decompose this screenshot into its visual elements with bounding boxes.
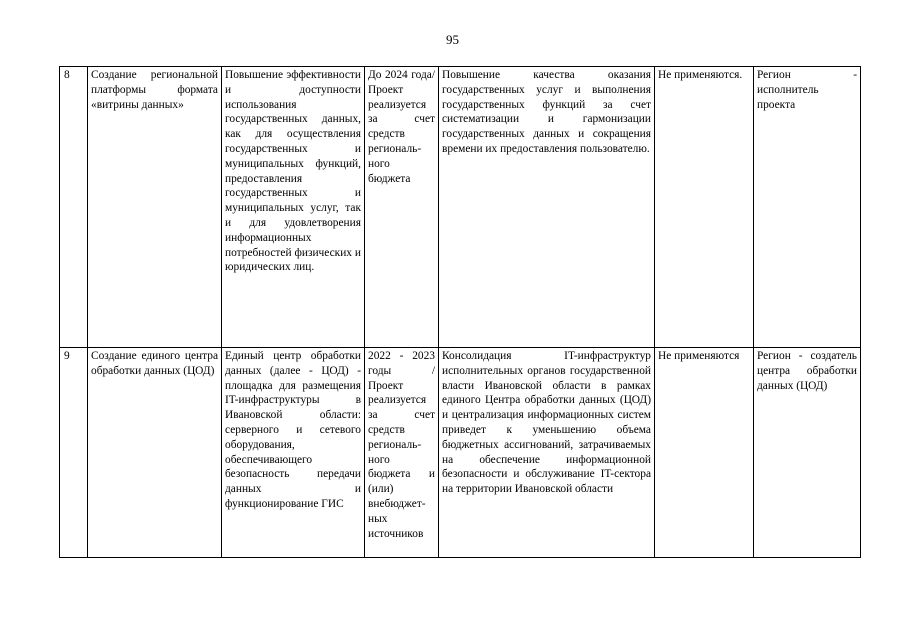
measure-name: Создание единого центра обработки данных (ЦОД) [88, 348, 222, 558]
measure-restrictions: Не применяются. [655, 67, 754, 348]
measure-description: Единый центр обработки данных (далее - ЦОД) - площадка для размещения IT-инфраструктуры в Ивановской области: серверного и сетевого оборудования, обеспечивающего безопасность передачи данных и функционирование ГИС [222, 348, 365, 558]
measure-period: 2022 - 2023 годы / Проект реализуется за счет средств региональ-ного бюджета и (или) внебюджет-ных источников [365, 348, 439, 558]
measure-period: До 2024 года/ Проект реализуется за счет средств региональ-ного бюджета [365, 67, 439, 348]
row-number: 9 [60, 348, 88, 558]
measures-table [59, 66, 861, 558]
measure-role: Регион - создатель центра обработки данных (ЦОД) [754, 348, 861, 558]
measure-effect: Повышение качества оказания государственных услуг и выполнения государственных функций за счет систематизации и гармонизации государственных данных и сокращения времени их предоставления пользователю. [439, 67, 655, 348]
row-number: 8 [60, 67, 88, 348]
measure-description: Повышение эффективности и доступности использования государственных данных, как для осуществления государственных и муниципальных функций, предоставления государственных и муниципальных услуг, так и для удовлетворения информационных потребностей физических и юридических лиц. [222, 67, 365, 348]
page-number: 95 [446, 32, 459, 47]
measure-effect: Консолидация IT-инфраструктур исполнительных органов государственной власти Ивановской области в рамках единого Центра обработки данных (ЦОД) и централизация информационных систем приведет к уменьшению объема бюджетных ассигнований, затрачиваемых на обеспечение информационной безопасности и обслуживание IT-сектора на территории Ивановской области [439, 348, 655, 558]
measure-role: Регион - исполнитель проекта [754, 67, 861, 348]
measure-restrictions: Не применяются [655, 348, 754, 558]
measure-name: Создание региональной платформы формата «витрины данных» [88, 67, 222, 348]
table-row [60, 348, 861, 558]
table-row [60, 67, 861, 348]
